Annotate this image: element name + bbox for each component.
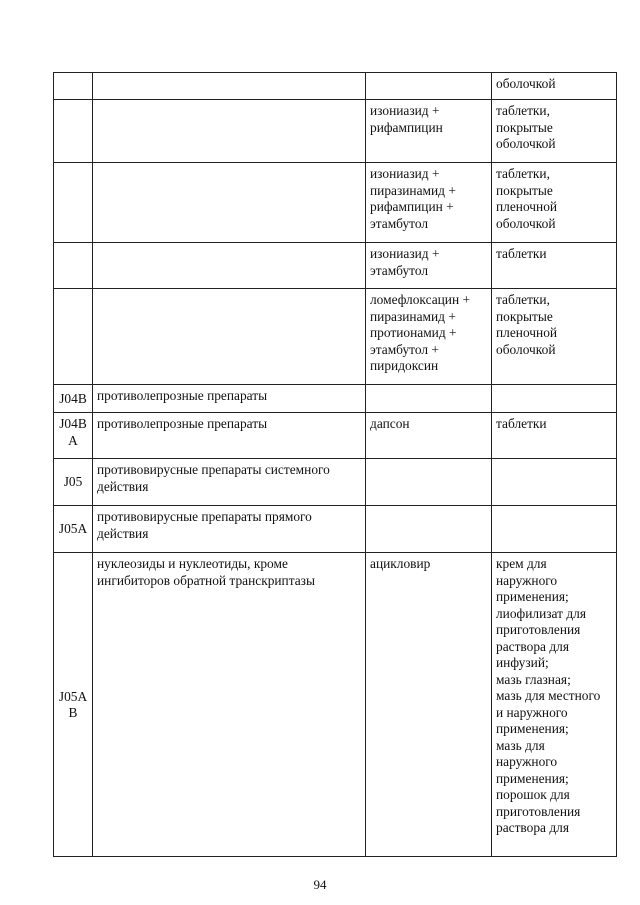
atc-code-cell: J04B A — [54, 413, 93, 459]
table-row — [54, 163, 617, 243]
dosage-form-cell: таблетки, покрытые оболочкой — [492, 100, 617, 163]
dosage-form-cell — [492, 506, 617, 553]
group-name-cell: противовирусные препараты прямого действия — [93, 506, 366, 553]
atc-code-cell — [54, 243, 93, 289]
group-name-cell — [93, 289, 366, 385]
table-row — [54, 73, 617, 100]
dosage-form-cell — [492, 385, 617, 413]
substance-cell: ломефлоксацин + пиразинамид + протионамид + этамбутол + пиридоксин — [366, 289, 492, 385]
substance-cell: изониазид + пиразинамид + рифампицин + этамбутол — [366, 163, 492, 243]
group-name-cell — [93, 100, 366, 163]
atc-code-cell: J04B — [54, 385, 93, 413]
table-row — [54, 413, 617, 459]
atc-code-cell: J05A B — [54, 553, 93, 857]
dosage-form-cell: таблетки, покрытые пленочной оболочкой — [492, 289, 617, 385]
substance-cell: изониазид + рифампицин — [366, 100, 492, 163]
table-row — [54, 289, 617, 385]
dosage-form-cell: таблетки — [492, 243, 617, 289]
atc-code-cell: J05A — [54, 506, 93, 553]
table-row — [54, 385, 617, 413]
substance-cell: дапсон — [366, 413, 492, 459]
group-name-cell — [93, 163, 366, 243]
table-row — [54, 459, 617, 506]
group-name-cell: противолепрозные препараты — [93, 385, 366, 413]
dosage-form-cell: таблетки, покрытые пленочной оболочкой — [492, 163, 617, 243]
table-row — [54, 553, 617, 857]
table-row — [54, 506, 617, 553]
group-name-cell: противолепрозные препараты — [93, 413, 366, 459]
substance-cell: ацикловир — [366, 553, 492, 857]
atc-code-cell — [54, 289, 93, 385]
dosage-form-cell — [492, 459, 617, 506]
substance-cell — [366, 506, 492, 553]
substance-cell — [366, 385, 492, 413]
dosage-form-cell: таблетки — [492, 413, 617, 459]
group-name-cell: нуклеозиды и нуклеотиды, кроме ингибиторов обратной транскриптазы — [93, 553, 366, 857]
dosage-form-cell: крем для наружного применения; лиофилизат для приготовления раствора для инфузий; мазь глазная; мазь для местного и наружного применения; мазь для наружного применения; порошок для приготовления раствора для — [492, 553, 617, 857]
table-row — [54, 243, 617, 289]
page-number: 94 — [313, 877, 327, 892]
table-row — [54, 100, 617, 163]
group-name-cell — [93, 73, 366, 100]
atc-code-cell: J05 — [54, 459, 93, 506]
substance-cell: изониазид + этамбутол — [366, 243, 492, 289]
atc-code-cell — [54, 163, 93, 243]
group-name-cell: противовирусные препараты системного действия — [93, 459, 366, 506]
substance-cell — [366, 459, 492, 506]
atc-code-cell — [54, 100, 93, 163]
drug-classification-table — [53, 72, 617, 857]
dosage-form-cell: оболочкой — [492, 73, 617, 100]
substance-cell — [366, 73, 492, 100]
group-name-cell — [93, 243, 366, 289]
atc-code-cell — [54, 73, 93, 100]
